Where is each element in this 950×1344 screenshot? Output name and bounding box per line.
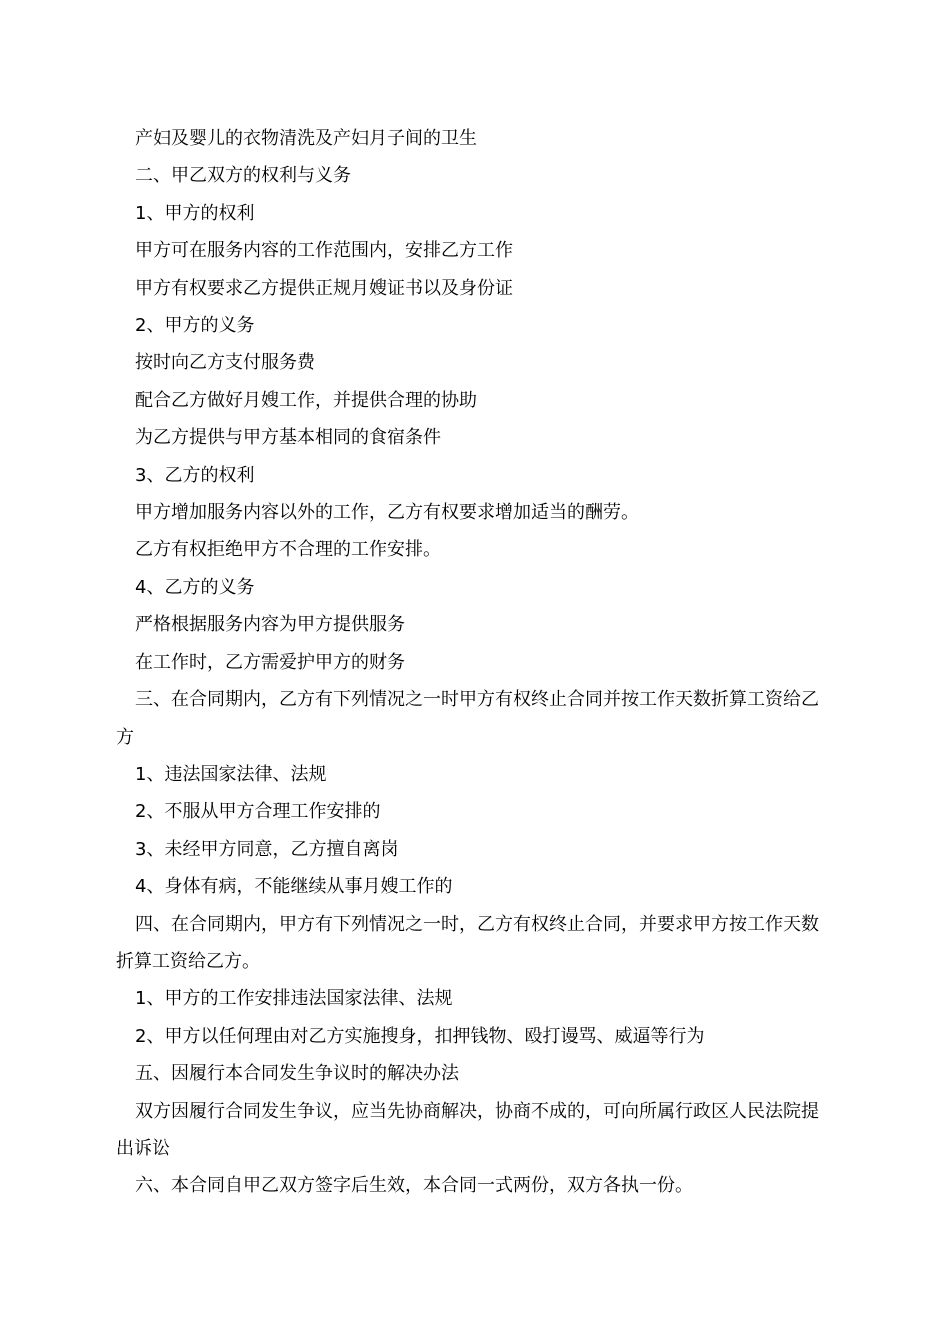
subsection-heading: 2、甲方的义务 xyxy=(135,315,255,337)
text-line: 在工作时，乙方需爱护甲方的财务 xyxy=(135,651,405,673)
text-line: 配合乙方做好月嫂工作，并提供合理的协助 xyxy=(135,389,477,411)
section-heading: 五、因履行本合同发生争议时的解决办法 xyxy=(135,1063,459,1085)
text-line: 产妇及婴儿的衣物清洗及产妇月子间的卫生 xyxy=(135,128,477,149)
list-item: 3、未经甲方同意，乙方擅自离岗 xyxy=(135,838,399,860)
text-line: 乙方有权拒绝甲方不合理的工作安排。 xyxy=(135,539,441,561)
subsection-heading: 4、乙方的义务 xyxy=(135,576,255,598)
text-line: 甲方有权要求乙方提供正规月嫂证书以及身份证 xyxy=(135,277,513,299)
list-item: 2、甲方以任何理由对乙方实施搜身，扣押钱物、殴打谩骂、威逼等行为 xyxy=(135,1025,705,1047)
section-heading: 二、甲乙双方的权利与义务 xyxy=(135,165,351,187)
text-line: 双方因履行合同发生争议，应当先协商解决，协商不成的，可向所属行政区人民法院提出诉讼 xyxy=(116,1100,819,1159)
list-item: 2、不服从甲方合理工作安排的 xyxy=(135,801,381,823)
section-heading: 三、在合同期内，乙方有下列情况之一时甲方有权终止合同并按工作天数折算工资给乙方 xyxy=(116,689,819,748)
text-line: 按时向乙方支付服务费 xyxy=(135,352,315,374)
contract-body xyxy=(116,120,836,1205)
section-heading: 四、在合同期内，甲方有下列情况之一时，乙方有权终止合同，并要求甲方按工作天数折算工资给乙方。 xyxy=(116,913,819,972)
text-line: 严格根据服务内容为甲方提供服务 xyxy=(135,614,405,636)
list-item: 4、身体有病，不能继续从事月嫂工作的 xyxy=(135,876,453,898)
text-line: 甲方可在服务内容的工作范围内，安排乙方工作 xyxy=(135,240,513,262)
subsection-heading: 3、乙方的权利 xyxy=(135,464,255,486)
text-line: 甲方增加服务内容以外的工作，乙方有权要求增加适当的酬劳。 xyxy=(135,502,639,524)
subsection-heading: 1、甲方的权利 xyxy=(135,202,255,224)
list-item: 1、甲方的工作安排违法国家法律、法规 xyxy=(135,988,453,1010)
text-line: 为乙方提供与甲方基本相同的食宿条件 xyxy=(135,427,441,449)
list-item: 1、违法国家法律、法规 xyxy=(135,763,327,785)
section-heading: 六、本合同自甲乙双方签字后生效，本合同一式两份，双方各执一份。 xyxy=(135,1175,693,1197)
